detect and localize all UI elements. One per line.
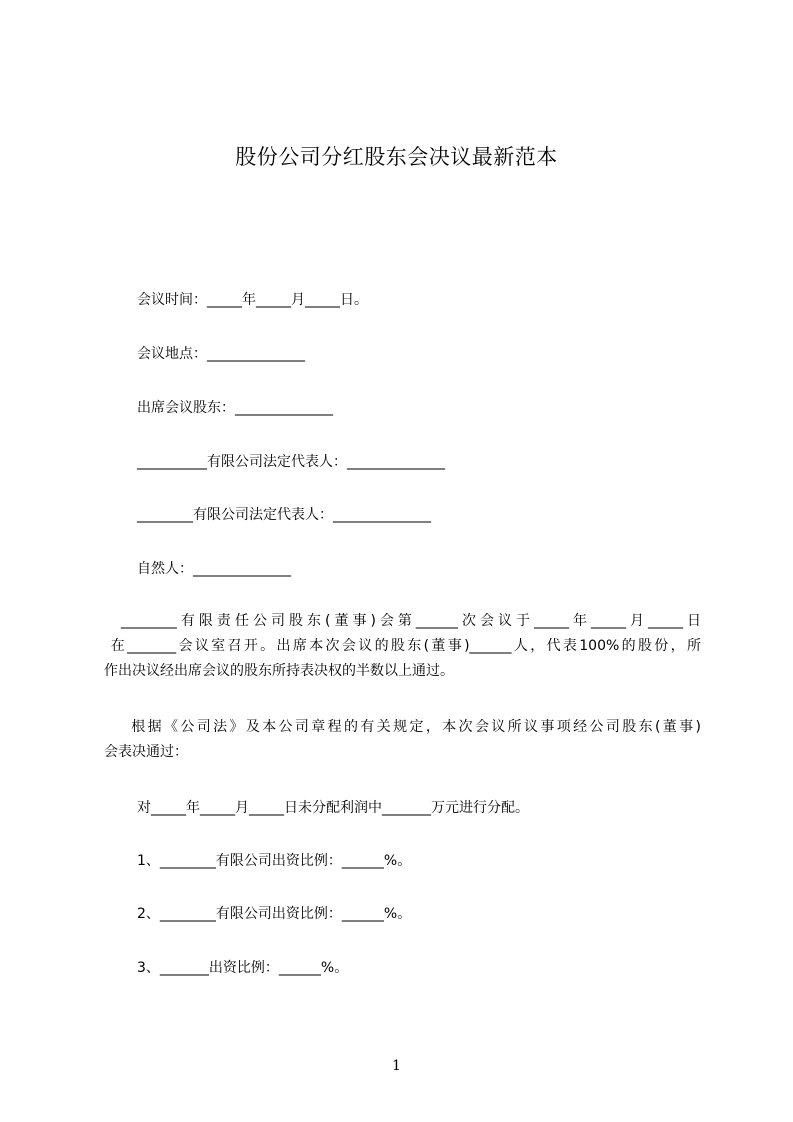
legal-basis-line-1: 根据《公司法》及本公司章程的有关规定，本次会议所议事项经公司股东(董事) [104,719,701,735]
contribution-item-3: 3、_______出资比例：______%。 [137,960,349,976]
meeting-time-line: 会议时间：_____年_____月_____日。 [137,292,368,308]
contribution-item-2: 2、________有限公司出资比例：______%。 [137,906,412,922]
meeting-place-line: 会议地点：______________ [137,346,305,362]
meeting-summary-paragraph [104,609,701,684]
contribution-item-1: 1、________有限公司出资比例：______%。 [137,853,412,869]
legal-basis-paragraph [104,715,701,765]
meeting-summary-line-3: 作出决议经出席会议的股东所持表决权的半数以上通过。 [104,663,454,679]
meeting-summary-line-2: 在_______会议室召开。出席本次会议的股东(董事)______人，代表100%的股份，所 [104,638,701,654]
legal-representative-line-2: ________有限公司法定代表人：______________ [137,507,431,523]
document-title: 股份公司分红股东会决议最新范本 [235,145,558,169]
natural-person-line: 自然人：______________ [137,561,291,577]
legal-basis-line-2: 会表决通过： [104,744,188,760]
legal-representative-line-1: __________有限公司法定代表人：______________ [137,454,445,470]
page-number: 1 [392,1058,401,1074]
attending-shareholders-line: 出席会议股东：______________ [137,400,333,416]
meeting-summary-line-1: ________有限责任公司股东(董事)会第______次会议于_____年_____月_____日 [104,613,701,629]
profit-distribution-line: 对_____年_____月_____日未分配利润中_______万元进行分配。 [137,800,529,816]
